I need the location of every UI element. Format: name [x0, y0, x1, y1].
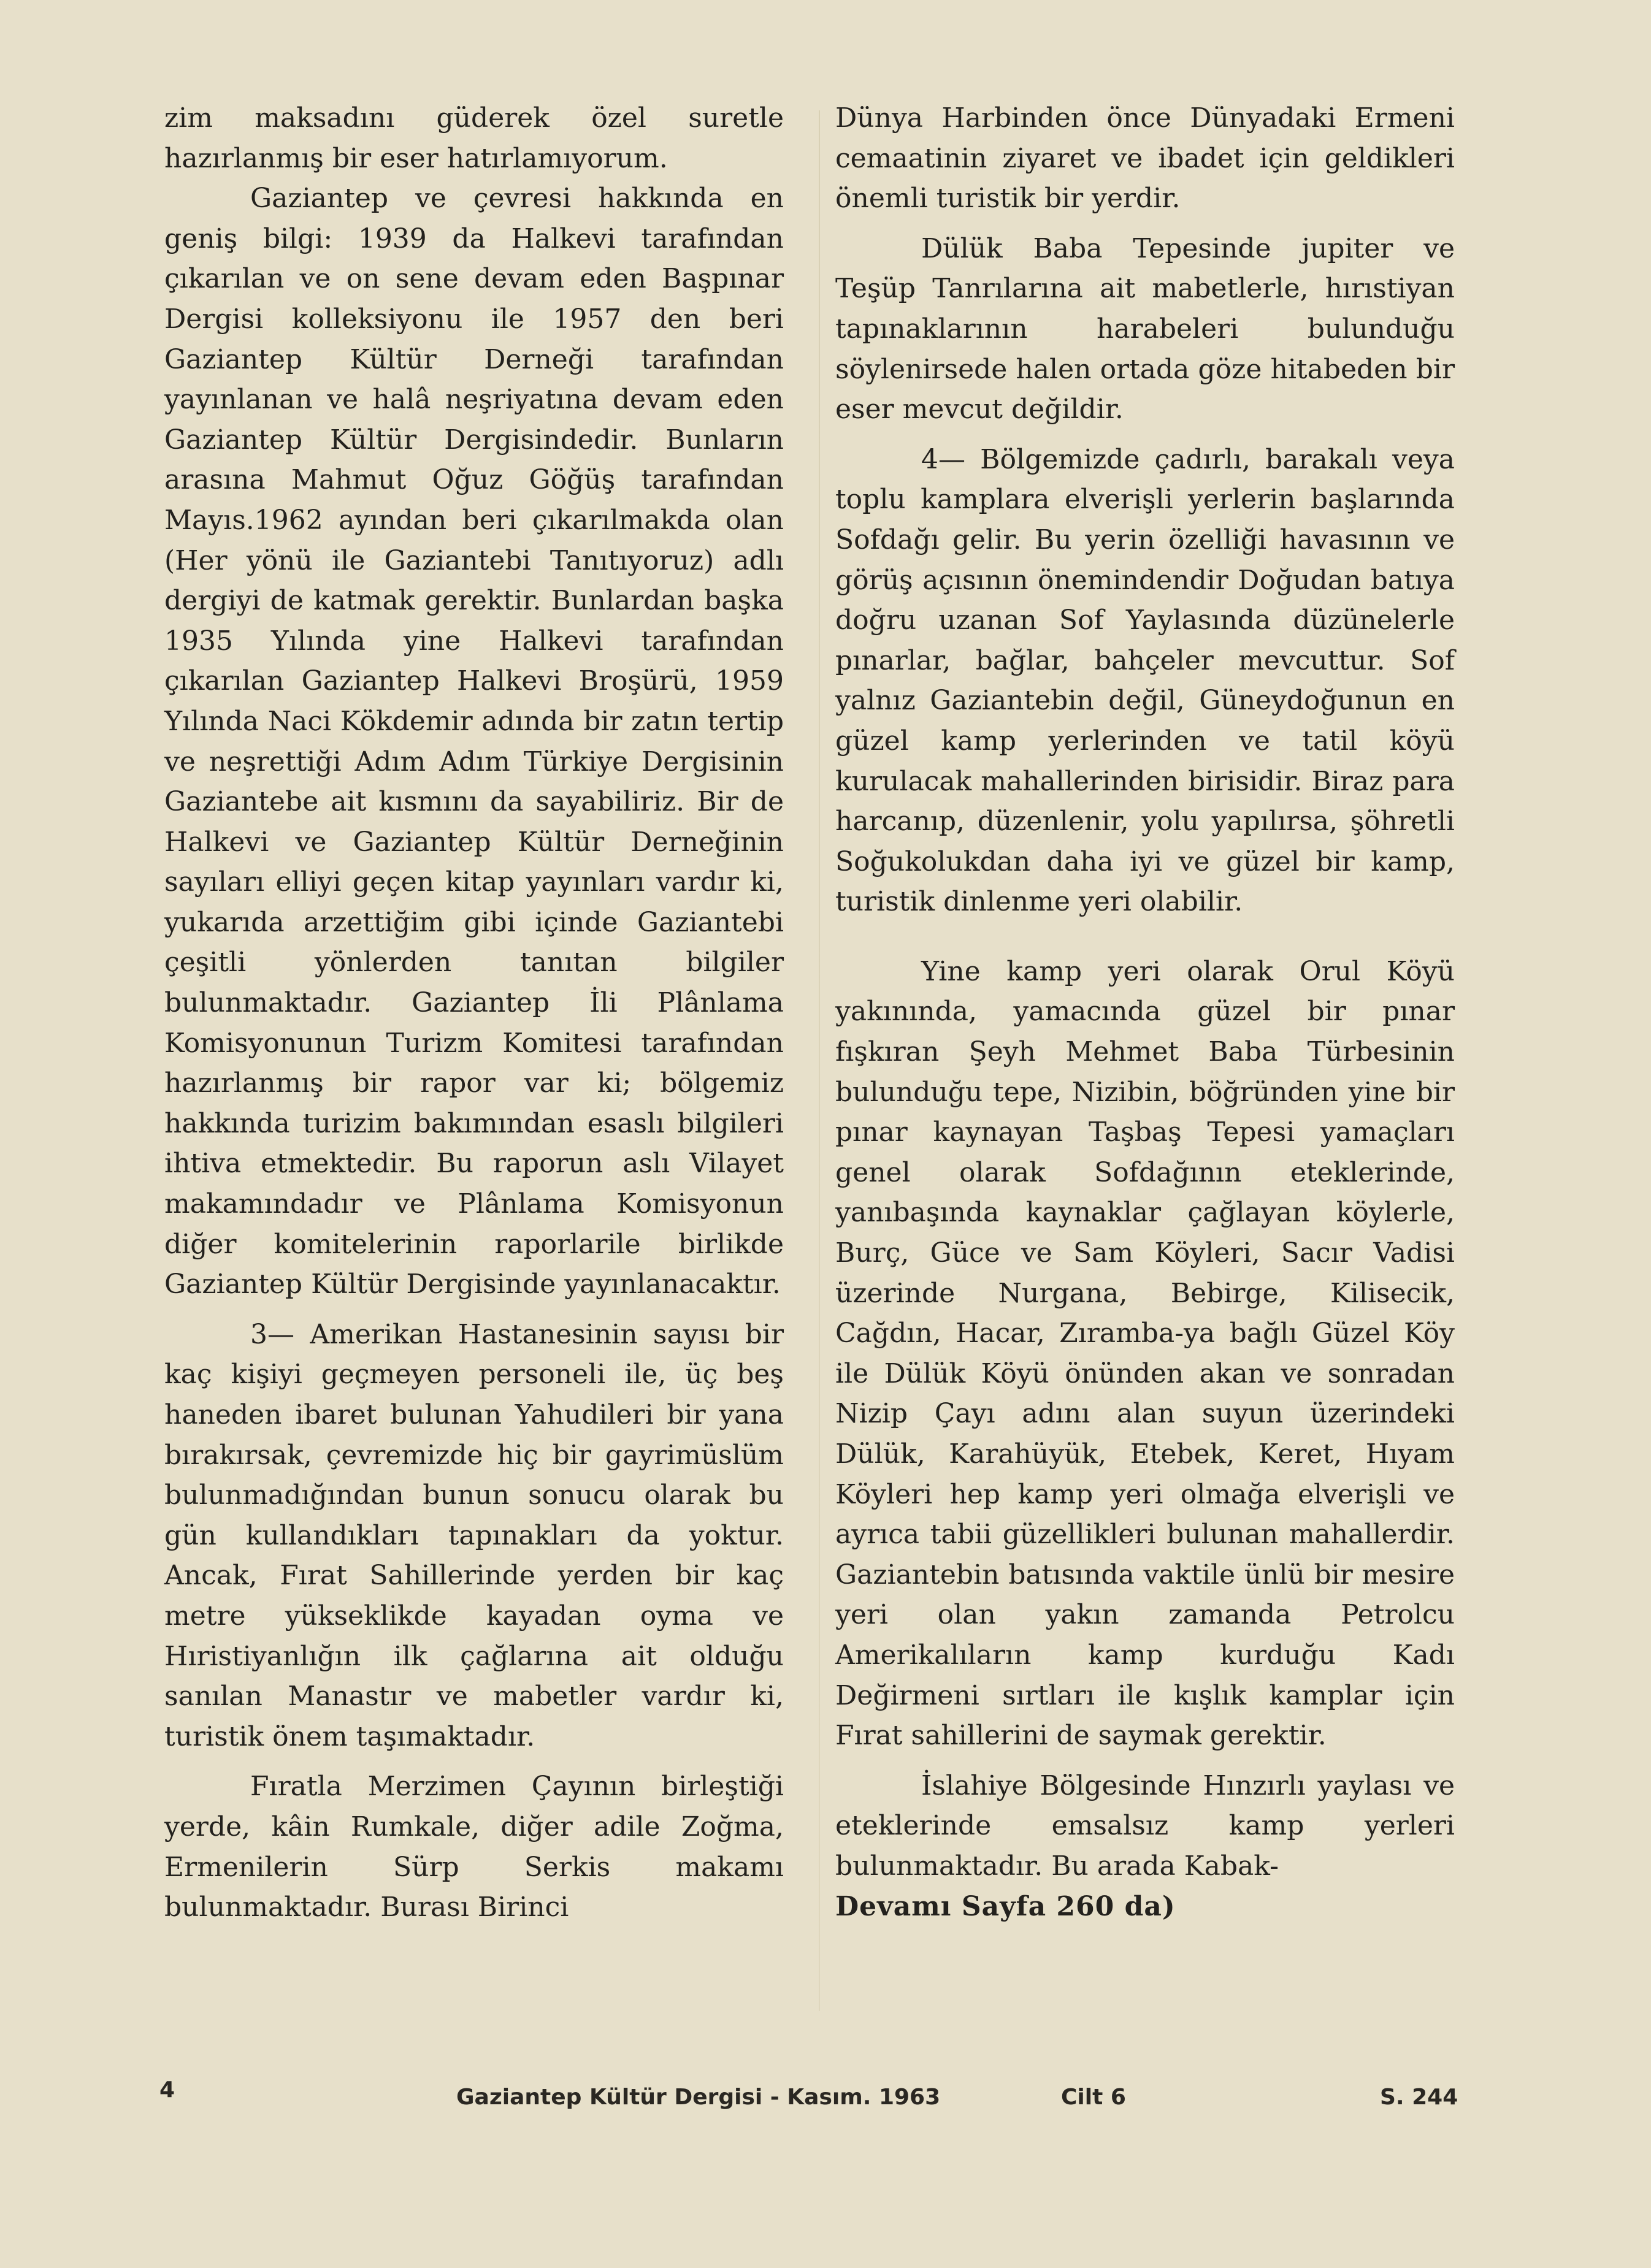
- paragraph: Dülük Baba Tepesinde jupiter ve Teşüp Tanrılarına ait mabetlerle, hırıstiyan tapınaklarının harabeleri bulunduğu söylenirsede halen ortada göze hitabeden bir eser mevcut değildir.: [835, 232, 1455, 426]
- page-footer: [159, 2077, 1472, 2121]
- volume-label: Cilt 6: [1061, 2085, 1126, 2110]
- page-number: 4: [159, 2077, 175, 2102]
- paragraph: 3— Amerikan Hastanesinin sayısı bir kaç kişiyi geçmeyen personeli ile, üç beş haneden ibaret bulunan Yahudileri bir yana bırakırsak, çevremizde hiç bir gayrimüslüm bulunmadığından bunun sonucu olarak bu gün kullandıkları tapınakları da yoktur. Ancak, Fırat Sahillerinde yerden bir kaç metre yükseklikde kayadan oyma ve Hıristiyanlığın ilk çağlarına ait olduğu sanılan Manastır ve mabetler vardır ki, turistik önem taşımaktadır.: [164, 1318, 784, 1752]
- column-divider: [819, 110, 820, 2011]
- paragraph: Fıratla Merzimen Çayının birleştiği yerde, kâin Rumkale, diğer adile Zoğma, Ermenilerin Sürp Serkis makamı bulunmaktadır. Burası Birinci: [164, 1771, 784, 1923]
- continued-note: Devamı Sayfa 260 da): [835, 1890, 1176, 1922]
- paragraph: İslahiye Bölgesinde Hınzırlı yaylası ve eteklerinde emsalsız kamp yerleri bulunmaktadır. Bu arada Kabak-: [835, 1770, 1455, 1882]
- magazine-title: Gaziantep Kültür Dergisi - Kasım. 1963: [456, 2085, 941, 2110]
- issue-number: S. 244: [1380, 2085, 1458, 2110]
- paragraph: 4— Bölgemizde çadırlı, barakalı veya toplu kamplara elverişli yerlerin başlarında Sofdağı gelir. Bu yerin özelliği havasının ve görüş açısının önemindendir Doğudan batıya doğru uzanan Sof Yaylasında düzünelerle pınarlar, bağlar, bahçeler mevcuttur. Sof yalnız Gaziantebin değil, Güneydoğunun en güzel kamp yerlerinden ve tatil köyü kurulacak mahallerinden birisidir. Biraz para harcanıp, düzenlenir, yolu yapılırsa, şöhretli Soğukolukdan daha iyi ve güzel bir kamp, turistik dinlenme yeri olabilir.: [835, 443, 1455, 918]
- paragraph: zim maksadını güderek özel suretle hazırlanmış bir eser hatırlamıyorum.: [164, 102, 784, 174]
- paragraph: Gaziantep ve çevresi hakkında en geniş bilgi: 1939 da Halkevi tarafından çıkarılan ve on sene devam eden Başpınar Dergisi kolleksiyonu ile 1957 den beri Gaziantep Kültür Derneği tarafından yayınlanan ve halâ neşriyatına devam eden Gaziantep Kültür Dergisindedir. Bunların arasına Mahmut Oğuz Göğüş tarafından Mayıs.1962 ayından beri çıkarılmakda olan (Her yönü ile Gaziantebi Tanıtıyoruz) adlı dergiyi de katmak gerektir. Bunlardan başka 1935 Yılında yine Halkevi tarafından çıkarılan Gaziantep Halkevi Broşürü, 1959 Yılında Naci Kökdemir adında bir zatın tertip ve neşrettiği Adım Adım Türkiye Dergisinin Gaziantebe ait kısmını da sayabiliriz. Bir de Halkevi ve Gaziantep Kültür Derneğinin sayıları elliyi geçen kitap yayınları vardır ki, yukarıda arzettiğim gibi içinde Gaziantebi çeşitli yönlerden tanıtan bilgiler bulunmaktadır. Gaziantep İli Plânlama Komisyonunun Turizm Komitesi tarafından hazırlanmış bir rapor var ki; bölgemiz hakkında turizim bakımından esaslı bilgileri ihtiva etmektedir. Bu raporun aslı Vilayet makamındadır ve Plânlama Komisyonun diğer komitelerinin raporlarile birlikde Gaziantep Kültür Dergisinde yayınlanacaktır.: [164, 183, 784, 1300]
- right-column: [835, 98, 1455, 1926]
- left-column: [164, 98, 784, 1928]
- paragraph: Yine kamp yeri olarak Orul Köyü yakınında, yamacında güzel bir pınar fışkıran Şeyh Mehmet Baba Türbesinin bulunduğu tepe, Nizibin, böğründen yine bir pınar kaynayan Taşbaş Tepesi yamaçları genel olarak Sofdağının eteklerinde, yanıbaşında kaynaklar çağlayan köylerle, Burç, Güce ve Sam Köyleri, Sacır Vadisi üzerinde Nurgana, Bebirge, Kilisecik, Cağdın, Hacar, Zıramba-ya bağlı Güzel Köy ile Dülük Köyü önünden akan ve sonradan Nizip Çayı adını alan suyun üzerindeki Dülük, Karahüyük, Etebek, Keret, Hıyam Köyleri hep kamp yeri olmağa elverişli ve ayrıca tabii güzellikleri bulunan mahallerdir. Gaziantebin batısında vaktile ünlü bir mesire yeri olan yakın zamanda Petrolcu Amerikalıların kamp kurduğu Kadı Değirmeni sırtları ile kışlık kamplar için Fırat sahillerini de saymak gerektir.: [835, 955, 1455, 1752]
- paragraph: Dünya Harbinden önce Dünyadaki Ermeni cemaatinin ziyaret ve ibadet için geldikleri önemli turistik bir yerdir.: [835, 102, 1455, 215]
